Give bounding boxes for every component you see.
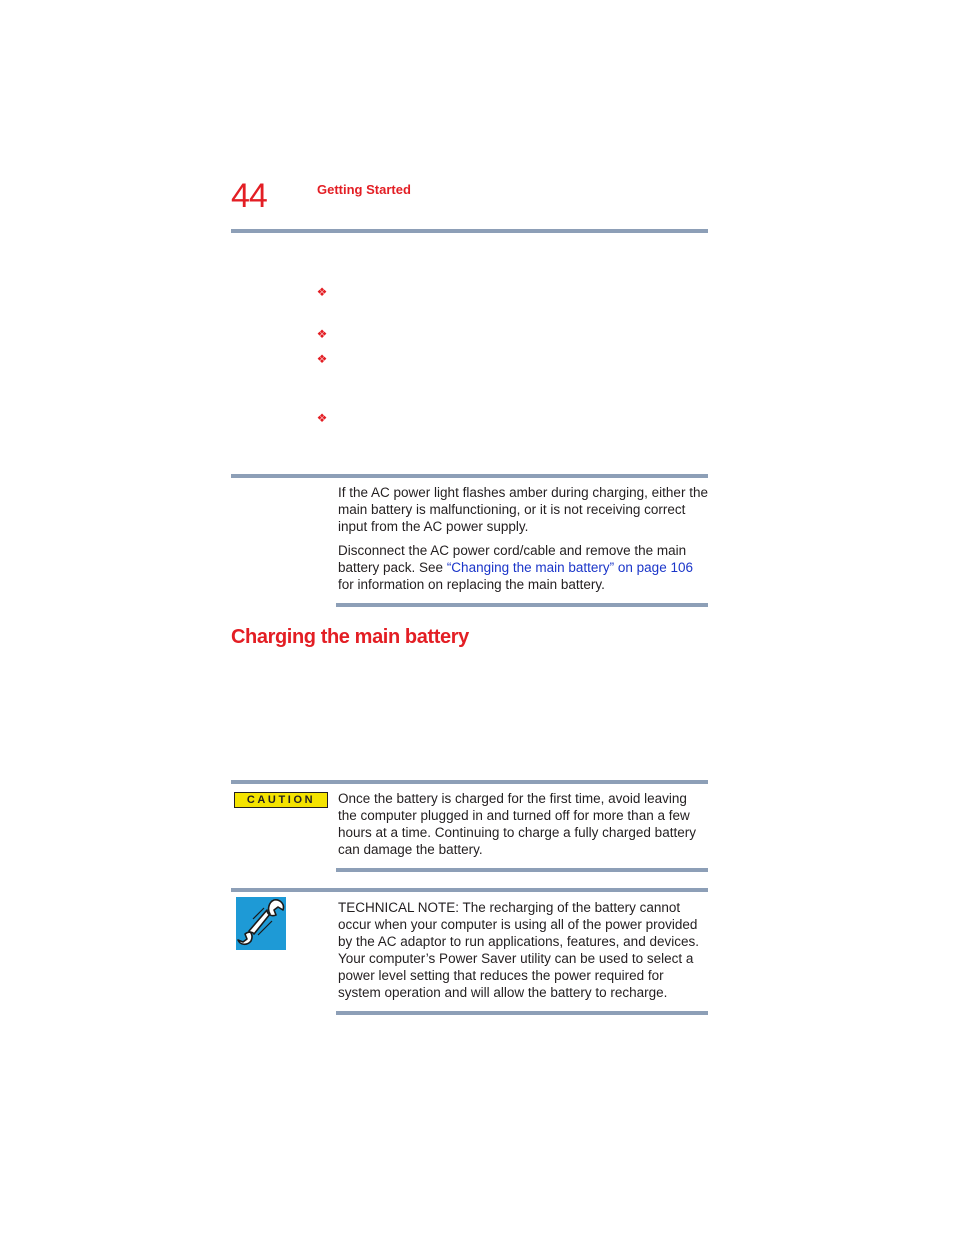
header-rule (231, 229, 708, 233)
bullet-icon: ❖ (316, 411, 328, 425)
note-bottom-rule (336, 603, 708, 607)
note-text: for information on replacing the main battery. (338, 577, 605, 592)
running-head: Getting Started (317, 182, 411, 197)
caution-bottom-rule (336, 868, 708, 872)
note-text: If the AC power light flashes amber during charging, either the main battery is malfunctioning, or it is not receiving correct input from the AC power supply. (338, 485, 708, 534)
technical-note-text: TECHNICAL NOTE: The recharging of the battery cannot occur when your computer is using all of the power provided by the AC adaptor to run applications, features, and devices. Your computer’s Power Saver utility can be used to select a power level setting that reduces the power required for system operation and will allow the battery to recharge. (338, 900, 699, 1000)
note-text: Disconnect the AC power cord/cable and remove the main battery pack. See (338, 543, 687, 575)
bullet-icon: ❖ (316, 327, 328, 341)
section-heading: Charging the main battery (231, 626, 469, 648)
caution-text: Once the battery is charged for the first time, avoid leaving the computer plugged in and turned off for more than a few hours at a time. Continuing to charge a fully charged battery can damage the battery. (338, 791, 696, 857)
caution-icon: CAUTION (234, 792, 328, 808)
page-number: 44 (231, 177, 267, 215)
technote-top-rule (231, 888, 708, 892)
technote-bottom-rule (336, 1011, 708, 1015)
wrench-icon (236, 897, 286, 950)
note-paragraph (338, 484, 708, 535)
caution-top-rule (231, 780, 708, 784)
bullet-icon: ❖ (316, 352, 328, 366)
note-paragraph (338, 542, 708, 593)
changing-battery-link[interactable]: “Changing the main battery” on page 106 (446, 560, 693, 575)
note-top-rule (231, 474, 708, 478)
bullet-icon: ❖ (316, 285, 328, 299)
